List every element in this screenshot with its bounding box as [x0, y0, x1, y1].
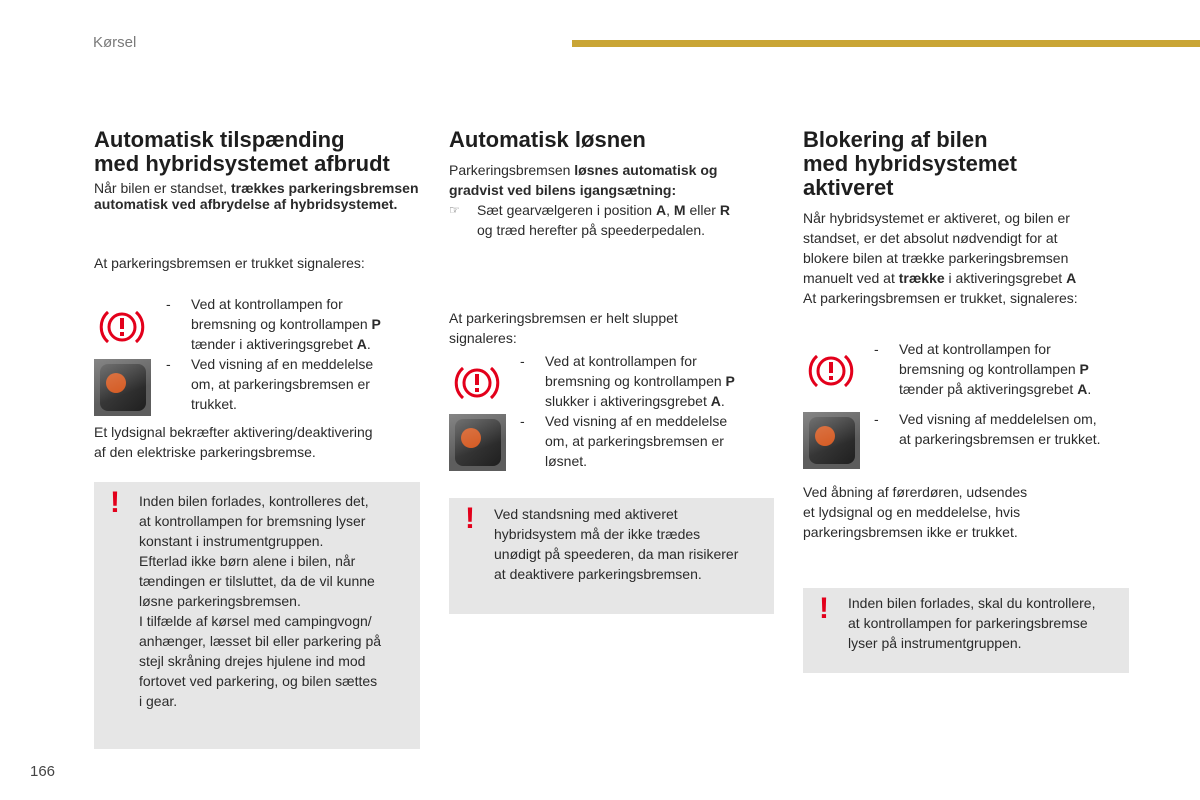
col1-bullet-2 — [191, 354, 373, 414]
warning-exclamation-icon: ! — [110, 486, 120, 519]
col2-warning-box — [449, 498, 774, 614]
col3-warning-text: Inden bilen forlades, skal du kontrollere, at kontrollampen for parkeringsbremse lyser på instrumentgruppen. — [848, 595, 1096, 651]
text-line: Ved visning af meddelelsen om, — [899, 411, 1097, 427]
bold-letter: R — [719, 202, 730, 218]
text-line: om, at parkeringsbremsen er — [545, 433, 724, 449]
brake-warning-icon — [451, 364, 503, 402]
bold-letter: P — [371, 316, 381, 332]
section-label: Kørsel — [93, 34, 137, 51]
col1-title: Automatisk tilspænding med hybridsystemet afbrudt — [94, 127, 390, 176]
text-line: Ved at kontrollampen for — [191, 296, 343, 312]
bold-letter: P — [725, 373, 735, 389]
text-line: bremsning og kontrollampen — [191, 316, 372, 332]
text-line: . — [720, 393, 725, 409]
col3-after-text: Ved åbning af førerdøren, udsendes et lydsignal og en meddelelse, hvis parkeringsbremsen ikke er trukket. — [803, 484, 1028, 540]
text-line: Ved visning af en meddelelse — [191, 356, 374, 372]
warning-exclamation-icon: ! — [465, 502, 475, 535]
col2-bullets — [520, 351, 780, 471]
bold-letter: A — [656, 202, 667, 218]
col2-signal-text: At parkeringsbremsen er helt sluppet signaleres: — [449, 310, 678, 346]
col2-bullet-2 — [545, 411, 727, 471]
col3-warning-box — [803, 588, 1129, 673]
col2-bullet-1 — [545, 351, 735, 411]
bold-letter: A — [1066, 270, 1077, 286]
text-line: blokere bilen at trække parkeringsbremsen — [803, 250, 1069, 266]
bold-letter: P — [1079, 361, 1089, 377]
warning-exclamation-icon: ! — [819, 592, 829, 625]
bullet-dash: - — [520, 353, 525, 369]
text-line: løsnet. — [545, 453, 588, 469]
text-line: Ved visning af en meddelelse — [545, 413, 728, 429]
bullet-dash: - — [520, 413, 525, 429]
col1-after-text: Et lydsignal bekræfter aktivering/deaktivering af den elektriske parkeringsbremse. — [94, 424, 373, 460]
col1-intro — [94, 180, 420, 212]
col1-warning-text: Inden bilen forlades, kontrolleres det, at kontrollampen for bremsning lyser konstant i instrumentgruppen. Efterlad ikke børn alene i bilen, når tændingen er tilsluttet, da de vil kunne løsne parkeringsbremsen. I tilfælde af kørsel med campingvogn/ anhænger, læsset bil eller parkering på stejl skråning drejes hjulene ind mod fortovet ved parkering, og bilen sættes i gear. — [139, 493, 382, 709]
bold-letter: A — [710, 393, 721, 409]
text-line: og træd herefter på speederpedalen. — [477, 222, 706, 238]
col1-signal-text: At parkeringsbremsen er trukket signaleres: — [94, 255, 365, 271]
parking-brake-switch-image — [449, 414, 506, 471]
column-automatic-apply — [94, 128, 420, 212]
col3-bullet-1 — [899, 339, 1159, 399]
parking-brake-switch-image — [94, 359, 151, 416]
col3-bullets — [874, 339, 1154, 449]
text-line: Sæt gearvælgeren i position — [477, 202, 656, 218]
page-number: 166 — [30, 763, 56, 780]
text-line: tænder i aktiveringsgrebet — [191, 336, 357, 352]
bullet-dash: - — [874, 341, 879, 357]
text-line: standset, er det absolut nødvendigt for at — [803, 230, 1058, 246]
text-line: slukker i aktiveringsgrebet — [545, 393, 711, 409]
col1-intro-text: Når bilen er standset, — [94, 180, 231, 196]
col2-step — [449, 200, 779, 240]
bullet-dash: - — [166, 296, 171, 312]
text-line: . — [1087, 381, 1092, 397]
bold-text: løsnes automatisk og — [574, 162, 718, 178]
col2-intro — [449, 160, 779, 200]
col1-bullets — [166, 294, 426, 414]
pointing-hand-icon: ☞ — [449, 203, 460, 217]
text-line: At parkeringsbremsen er trukket, signaleres: — [803, 290, 1078, 306]
col2-title: Automatisk løsnen — [449, 127, 646, 152]
bold-letter: M — [673, 202, 686, 218]
text-line: . — [366, 336, 371, 352]
text-line: bremsning og kontrollampen — [545, 373, 726, 389]
bold-text: trække — [898, 270, 945, 286]
col1-intro-bold: trækkes parkeringsbremsen automatisk ved afbrydelse af hybridsystemet. — [94, 180, 419, 212]
col3-paragraph — [803, 208, 1143, 308]
bold-text: gradvist ved bilens igangsætning: — [449, 182, 677, 198]
text-line: bremsning og kontrollampen — [899, 361, 1080, 377]
text-line: om, at parkeringsbremsen er — [191, 376, 370, 392]
text-line: i aktiveringsgrebet — [944, 270, 1067, 286]
col3-bullet-2 — [899, 409, 1159, 449]
text-line: Parkeringsbremsen — [449, 162, 575, 178]
text-line: , — [666, 202, 674, 218]
column-automatic-release — [449, 128, 775, 152]
text-line: Når hybridsystemet er aktiveret, og bilen er — [803, 210, 1070, 226]
bullet-dash: - — [166, 356, 171, 372]
parking-brake-switch-image — [803, 412, 860, 469]
column-blocking-vehicle — [803, 128, 1129, 200]
bullet-dash: - — [874, 411, 879, 427]
header-accent-bar — [572, 40, 1200, 47]
bold-letter: A — [1077, 381, 1088, 397]
text-line: at parkeringsbremsen er trukket. — [899, 431, 1101, 447]
bold-letter: A — [356, 336, 367, 352]
text-line: tænder på aktiveringsgrebet — [899, 381, 1078, 397]
col1-bullet-1 — [191, 294, 381, 354]
text-line: eller — [685, 202, 720, 218]
text-line: Ved at kontrollampen for — [545, 353, 697, 369]
text-line: trukket. — [191, 396, 237, 412]
col1-warning-box — [94, 482, 420, 749]
text-line: Ved at kontrollampen for — [899, 341, 1051, 357]
brake-warning-icon — [96, 308, 148, 346]
text-line: manuelt ved at — [803, 270, 899, 286]
brake-warning-icon — [805, 352, 857, 390]
col2-warning-text: Ved standsning med aktiveret hybridsystem må der ikke trædes unødigt på speederen, da man risikerer at deaktivere parkeringsbremsen. — [494, 506, 739, 582]
col3-title: Blokering af bilen med hybridsystemet aktiveret — [803, 127, 1017, 200]
